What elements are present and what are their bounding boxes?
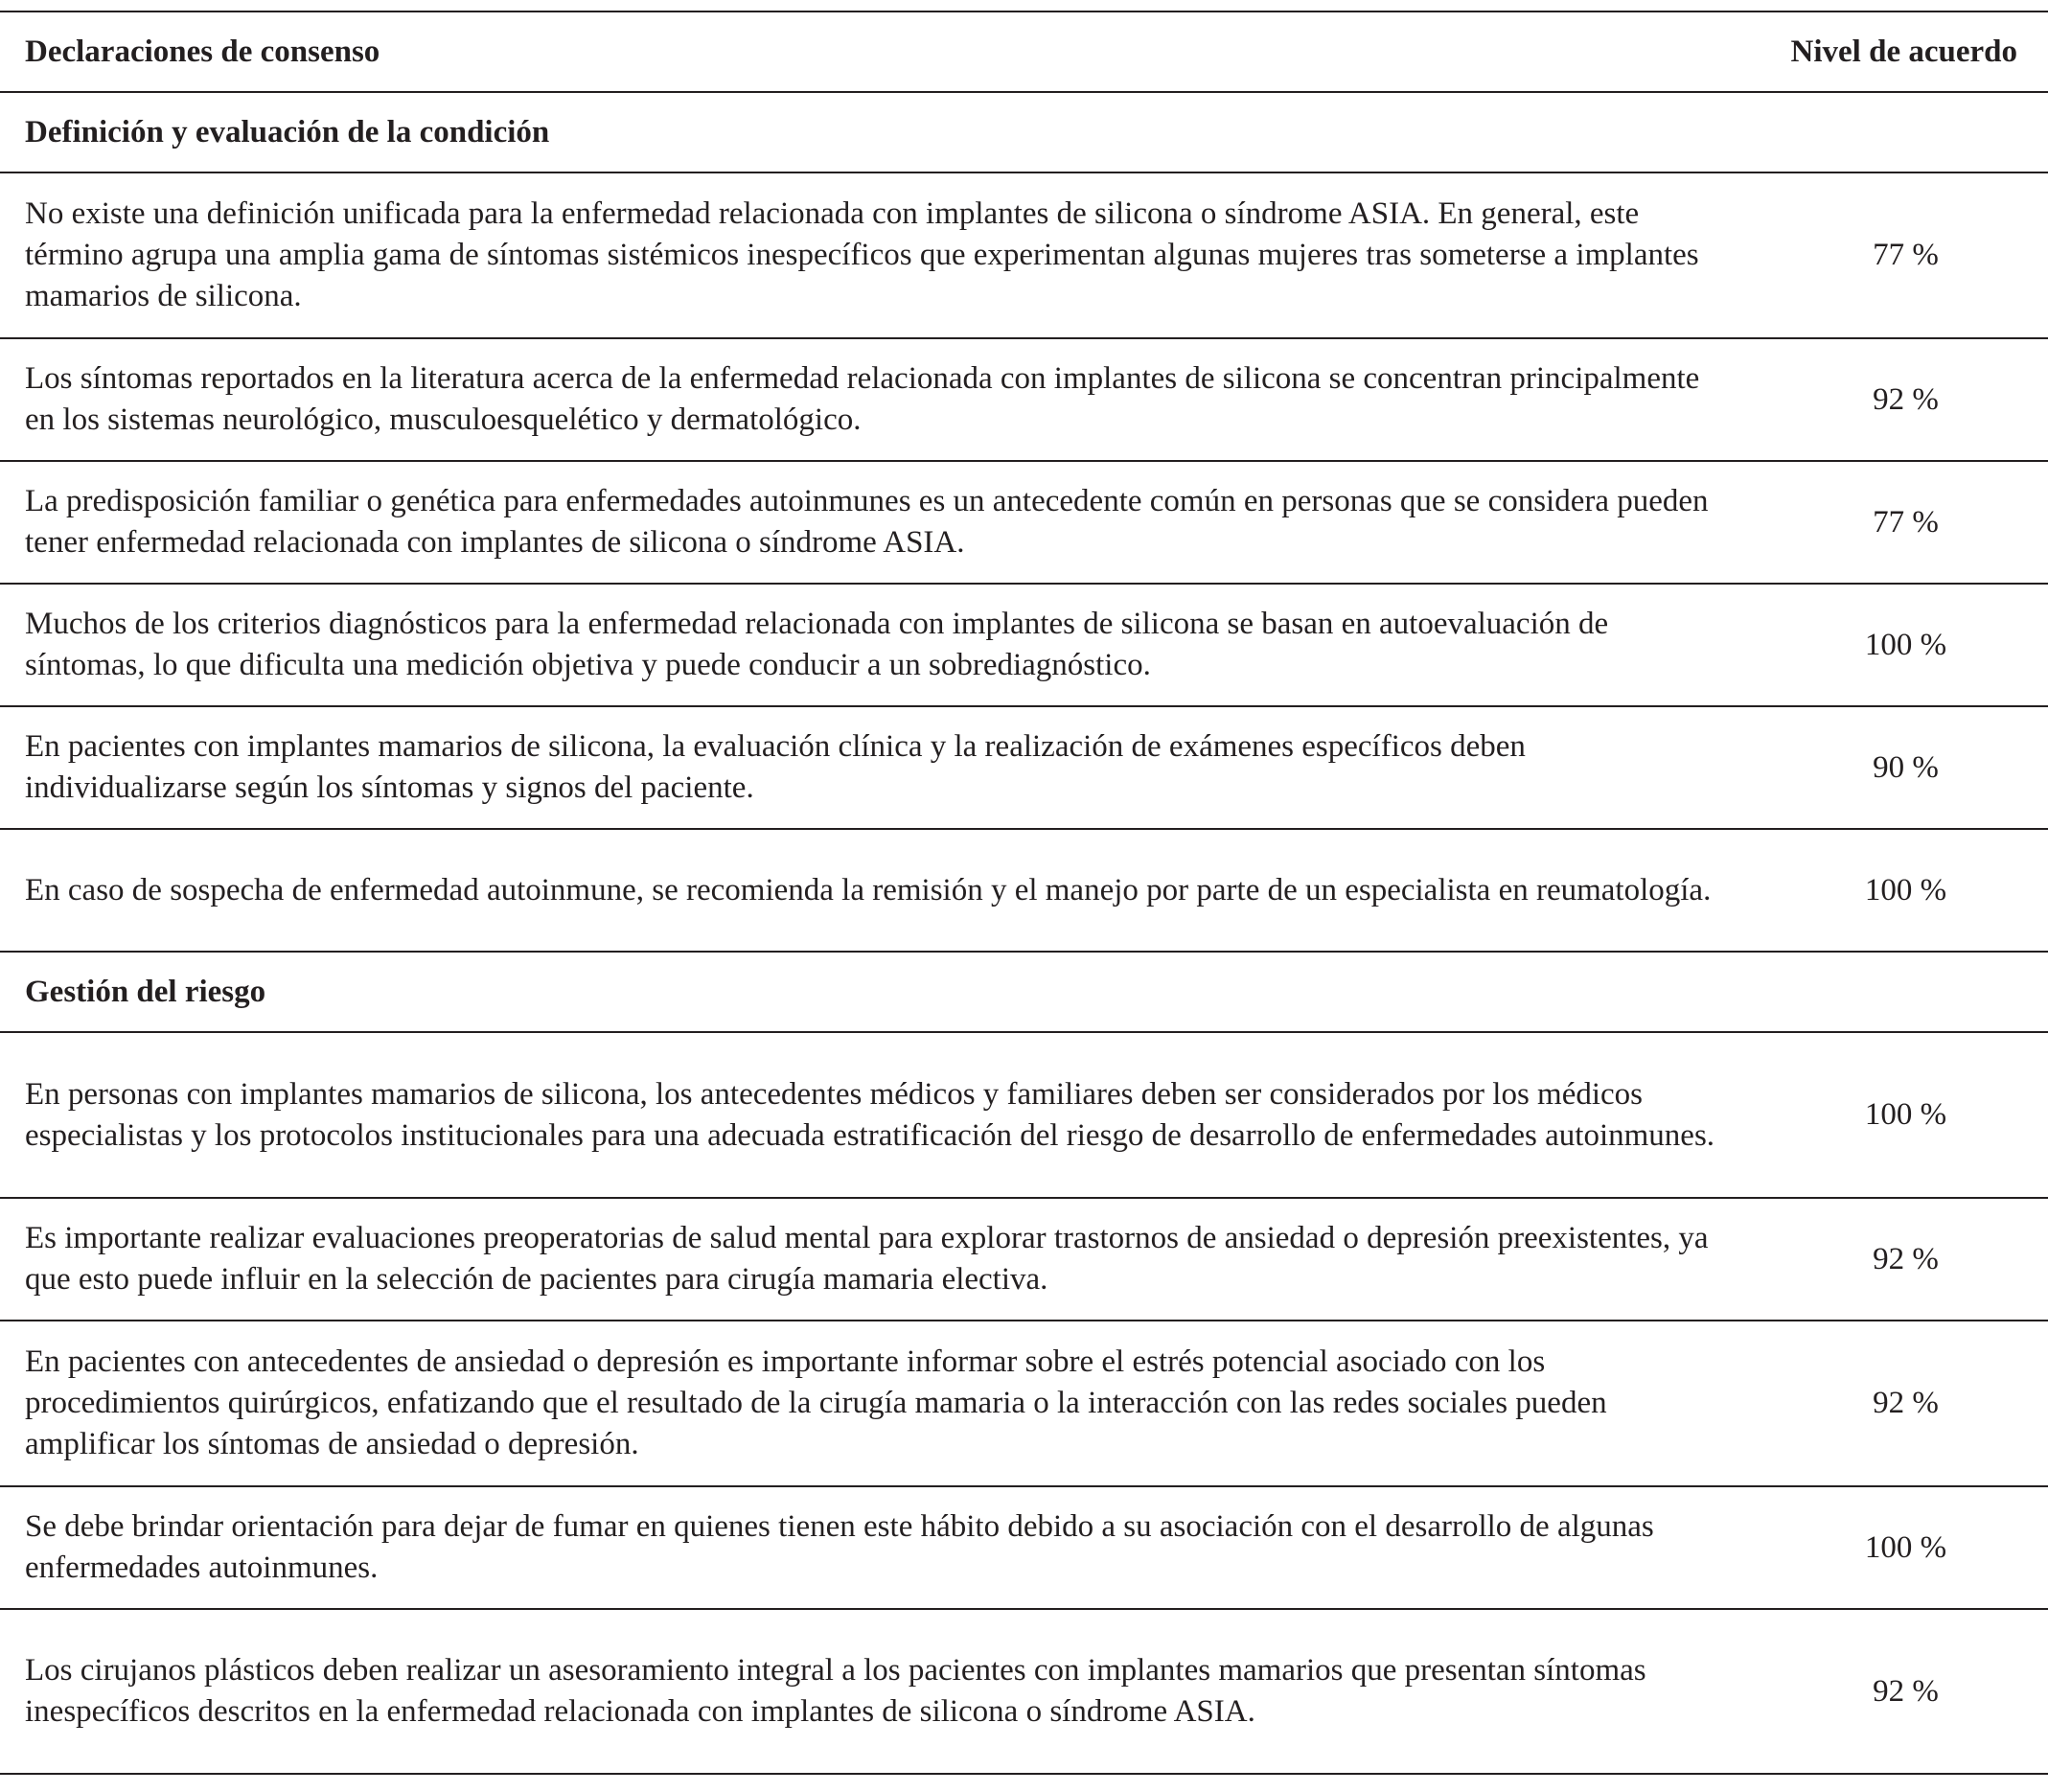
agreement-cell: 92 % [1873,1673,1939,1709]
table-row [0,339,2048,462]
agreement-cell: 100 % [1864,872,1947,907]
table-row [0,462,2048,585]
agreement-cell: 90 % [1873,749,1939,785]
statement-cell: Muchos de los criterios diagnósticos para la enfermedad relacionada con implantes de silicona se basan en autoevaluación de síntomas, lo que dificulta una medición objetiva y puede conducir a un sobrediagnóstico. [25,607,1609,682]
agreement-cell: 100 % [1864,1097,1947,1132]
table-row [0,585,2048,707]
table-row [0,1321,2048,1487]
statement-cell: Los cirujanos plásticos deben realizar un asesoramiento integral a los pacientes con implantes mamarios que presentan síntomas inespecíficos descritos en la enfermedad relacionada con implantes de silicona o síndrome ASIA. [25,1653,1646,1729]
agreement-cell: 77 % [1873,504,1939,540]
header-statements: Declaraciones de consenso [25,34,380,69]
statement-cell: La predisposición familiar o genética para enfermedades autoinmunes es un antecedente común en personas que se considera pueden tener enfermedad relacionada con implantes de silicona o síndrome ASIA. [25,484,1709,560]
agreement-cell: 92 % [1873,381,1939,417]
consensus-table [0,11,2048,1775]
statement-cell: Se debe brindar orientación para dejar de fumar en quienes tienen este hábito debido a su asociación con el desarrollo de algunas enfermedades autoinmunes. [25,1509,1654,1585]
section-title: Definición y evaluación de la condición [0,93,2048,173]
statement-cell: En pacientes con antecedentes de ansiedad o depresión es importante informar sobre el estrés potencial asociado con los procedimientos quirúrgicos, enfatizando que el resultado de la cirugía mamaria o la interacción con las redes sociales pueden amplificar los síntomas de ansiedad o depresión. [25,1344,1607,1461]
agreement-cell: 92 % [1873,1386,1939,1420]
agreement-cell: 92 % [1873,1241,1939,1276]
agreement-cell: 100 % [1864,627,1947,662]
agreement-cell: 100 % [1864,1529,1947,1565]
table-row [0,1487,2048,1610]
statement-cell: Los síntomas reportados en la literatura acerca de la enfermedad relacionada con implantes de silicona se concentran principalmente en los sistemas neurológico, musculoesquelético y dermatológico. [25,361,1700,437]
statement-cell: En pacientes con implantes mamarios de silicona, la evaluación clínica y la realización de exámenes específicos deben individualizarse según los síntomas y signos del paciente. [25,729,1526,805]
table-row [0,173,2048,339]
table-header [0,12,2048,93]
table-row [0,1610,2048,1775]
agreement-cell: 77 % [1873,238,1939,272]
table-row [0,1199,2048,1321]
statement-cell: En personas con implantes mamarios de silicona, los antecedentes médicos y familiares deben ser considerados por los médicos especialistas y los protocolos institucionales para una adecuada estratificación del riesgo de desarrollo de enfermedades autoinmunes. [25,1076,1715,1153]
section-title: Gestión del riesgo [0,953,2048,1033]
header-agreement: Nivel de acuerdo [1790,34,2017,69]
statement-cell: No existe una definición unificada para la enfermedad relacionada con implantes de silicona o síndrome ASIA. En general, este término agrupa una amplia gama de síntomas sistémicos inespecíficos que experimentan algunas mujeres tras someterse a implantes mamarios de silicona. [25,196,1699,313]
table-row [0,707,2048,830]
table-row [0,830,2048,953]
statement-cell: En caso de sospecha de enfermedad autoinmune, se recomienda la remisión y el manejo por parte de un especialista en reumatología. [25,872,1712,907]
table-row [0,1033,2048,1199]
statement-cell: Es importante realizar evaluaciones preoperatorias de salud mental para explorar trastornos de ansiedad o depresión preexistentes, ya que esto puede influir en la selección de pacientes para cirugía mamaria electiva. [25,1221,1709,1297]
